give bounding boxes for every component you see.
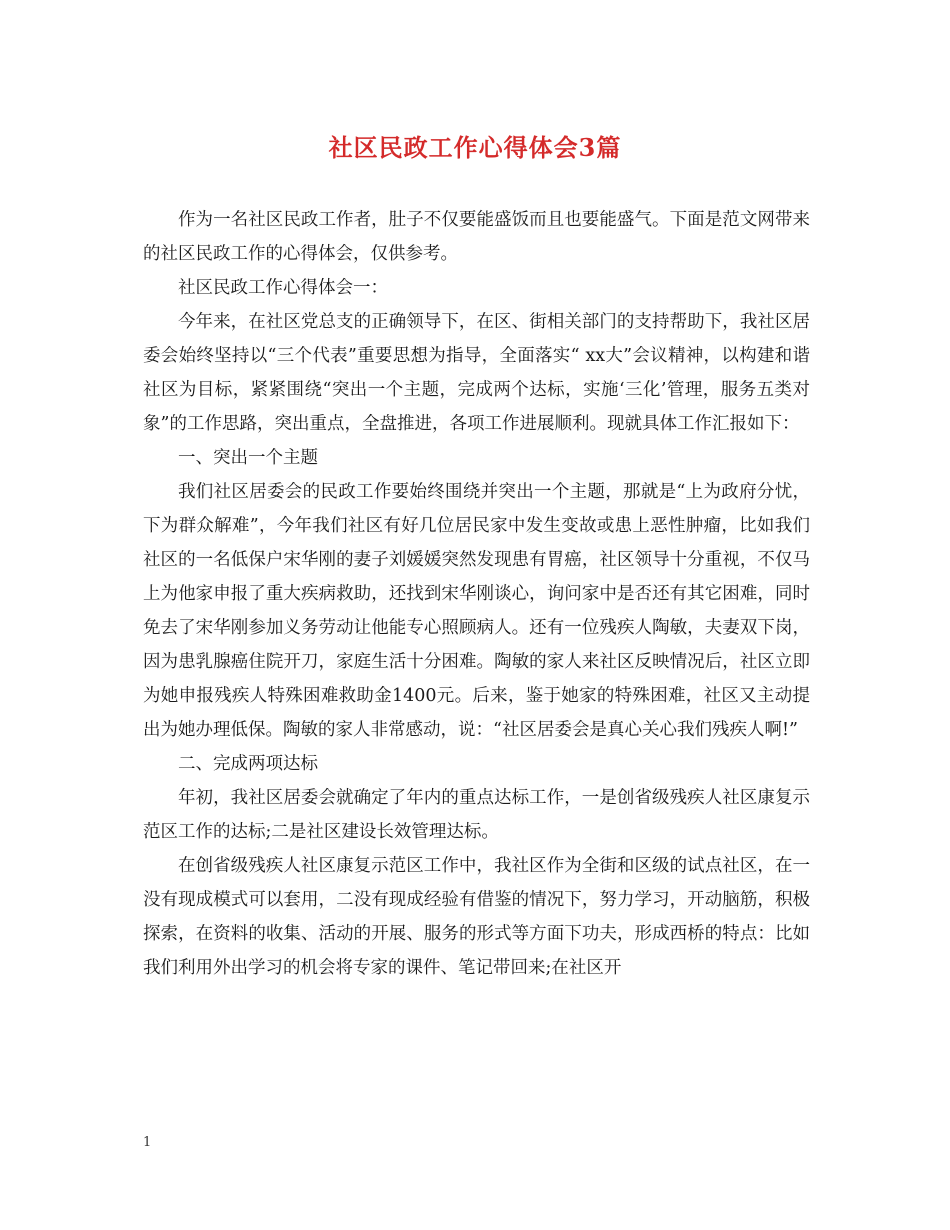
body-paragraph: 在创省级残疾人社区康复示范区工作中，我社区作为全街和区级的试点社区，在一没有现成模式可以套用，二没有现成经验有借鉴的情况下，努力学习，开动脑筋，积极探索，在资料的收集、活动的开展、服务的形式等方面下功夫，形成西桥的特点：比如我们利用外出学习的机会将专家的课件、笔记带回来;在社区开 xyxy=(143,856,810,978)
document-title: 社区民政工作心得体会3篇 xyxy=(328,133,622,162)
subheading-two: 二、完成两项达标 xyxy=(178,754,318,774)
section-heading-part-one: 社区民政工作心得体会一： xyxy=(178,278,388,298)
body-paragraph: 年初，我社区居委会就确定了年内的重点达标工作，一是创省级残疾人社区康复示范区工作的达标;二是社区建设长效管理达标。 xyxy=(143,788,810,842)
document-body xyxy=(143,203,810,985)
body-paragraph: 我们社区居委会的民政工作要始终围绕并突出一个主题，那就是“上为政府分忧，下为群众解难”，今年我们社区有好几位居民家中发生变故或患上恶性肿瘤，比如我们社区的一名低保户宋华刚的妻子刘媛媛突然发现患有胃癌，社区领导十分重视，不仅马上为他家申报了重大疾病救助，还找到宋华刚谈心，询问家中是否还有其它困难，同时免去了宋华刚参加义务劳动让他能专心照顾病人。还有一位残疾人陶敏，夫妻双下岗，因为患乳腺癌住院开刀，家庭生活十分困难。陶敏的家人来社区反映情况后，社区立即为她申报残疾人特殊困难救助金1400元。后来，鉴于她家的特殊困难，社区又主动提出为她办理低保。陶敏的家人非常感动，说：“社区居委会是真心关心我们残疾人啊!” xyxy=(143,482,810,740)
page-number: 1 xyxy=(143,1135,152,1150)
body-paragraph: 今年来，在社区党总支的正确领导下，在区、街相关部门的支持帮助下，我社区居委会始终坚持以“三个代表”重要思想为指导，全面落实“ xx大”会议精神，以构建和谐社区为目标，紧紧围绕“突出一个主题，完成两个达标，实施‘三化’管理，服务五类对象”的工作思路，突出重点，全盘推进，各项工作进展顺利。现就具体工作汇报如下： xyxy=(143,312,810,434)
subheading-one: 一、突出一个主题 xyxy=(178,448,318,468)
intro-paragraph: 作为一名社区民政工作者，肚子不仅要能盛饭而且也要能盛气。下面是范文网带来的社区民政工作的心得体会，仅供参考。 xyxy=(143,210,810,264)
